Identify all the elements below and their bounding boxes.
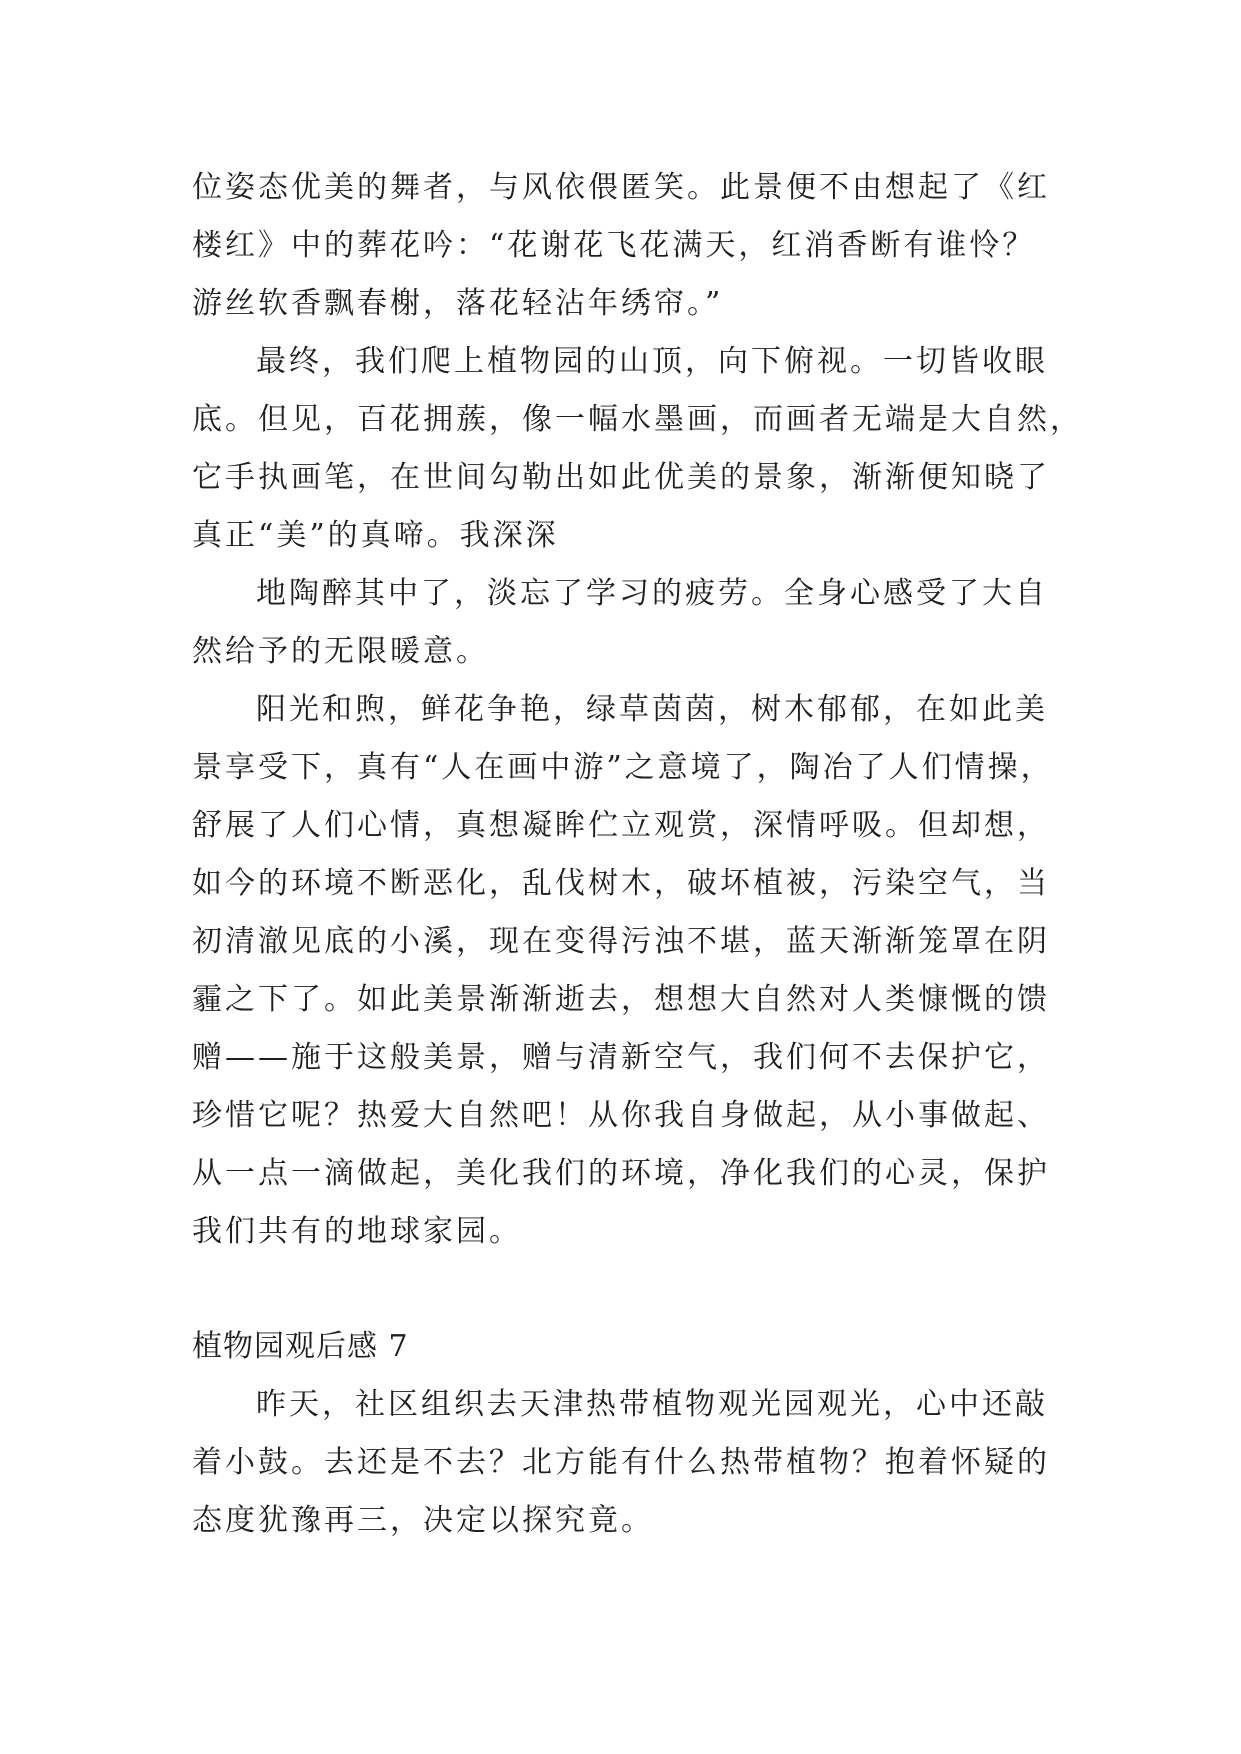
paragraph-2 — [192, 333, 1083, 565]
paragraph-line: 昨天，社区组织去天津热带植物观光园观光，心中还敲 — [256, 1387, 1048, 1422]
paragraph-5 — [192, 1376, 1064, 1550]
paragraph-4 — [192, 681, 1064, 1261]
paragraph-1 — [192, 159, 1064, 333]
paragraph-line: 霾之下了。如此美景渐渐逝去，想想大自然对人类慷慨的馈 — [192, 982, 1050, 1017]
paragraph-line: 珍惜它呢？热爱大自然吧！从你我自身做起，从小事做起、 — [192, 1098, 1050, 1133]
paragraph-line: 底。但见，百花拥蔟，像一幅水墨画，而画者无端是大自然， — [192, 402, 1083, 437]
paragraph-line: 最终，我们爬上植物园的山顶，向下俯视。一切皆收眼 — [256, 344, 1048, 379]
paragraph-line: 着小鼓。去还是不去？北方能有什么热带植物？抱着怀疑的 — [192, 1445, 1050, 1480]
paragraph-line: 它手执画笔，在世间勾勒出如此优美的景象，渐渐便知晓了 — [192, 460, 1050, 495]
paragraph-line: 景享受下，真有“人在画中游”之意境了，陶冶了人们情操， — [192, 750, 1054, 785]
paragraph-line: 初清澈见底的小溪，现在变得污浊不堪，蓝天渐渐笼罩在阴 — [192, 924, 1050, 959]
paragraph-line: 游丝软香飘春榭，落花轻沾年绣帘。” — [192, 286, 724, 321]
paragraph-line: 我们共有的地球家园。 — [192, 1214, 522, 1249]
paragraph-line: 楼红》中的葬花吟：“花谢花飞花满天，红消香断有谁怜？ — [192, 228, 1036, 263]
paragraph-line: 态度犹豫再三，决定以探究竟。 — [192, 1503, 654, 1538]
paragraph-3 — [192, 565, 1064, 681]
paragraph-line: 阳光和煦，鲜花争艳，绿草茵茵，树木郁郁，在如此美 — [256, 692, 1048, 727]
paragraph-line: 从一点一滴做起，美化我们的环境，净化我们的心灵，保护 — [192, 1156, 1050, 1191]
paragraph-line: 舒展了人们心情，真想凝眸伫立观赏，深情呼吸。但却想， — [192, 808, 1050, 843]
paragraph-line: 如今的环境不断恶化，乱伐树木，破坏植被，污染空气，当 — [192, 866, 1050, 901]
paragraph-line: 位姿态优美的舞者，与风依偎匿笑。此景便不由想起了《红 — [192, 170, 1050, 205]
paragraph-line: 真正“美”的真啼。我深深 — [192, 518, 559, 553]
section-heading: 植物园观后感 7 — [192, 1329, 409, 1364]
paragraph-line: 然给予的无限暖意。 — [192, 634, 489, 669]
paragraph-line: 地陶醉其中了，淡忘了学习的疲劳。全身心感受了大自 — [256, 576, 1048, 611]
paragraph-line: 赠——施于这般美景，赠与清新空气，我们何不去保护它， — [192, 1040, 1050, 1075]
